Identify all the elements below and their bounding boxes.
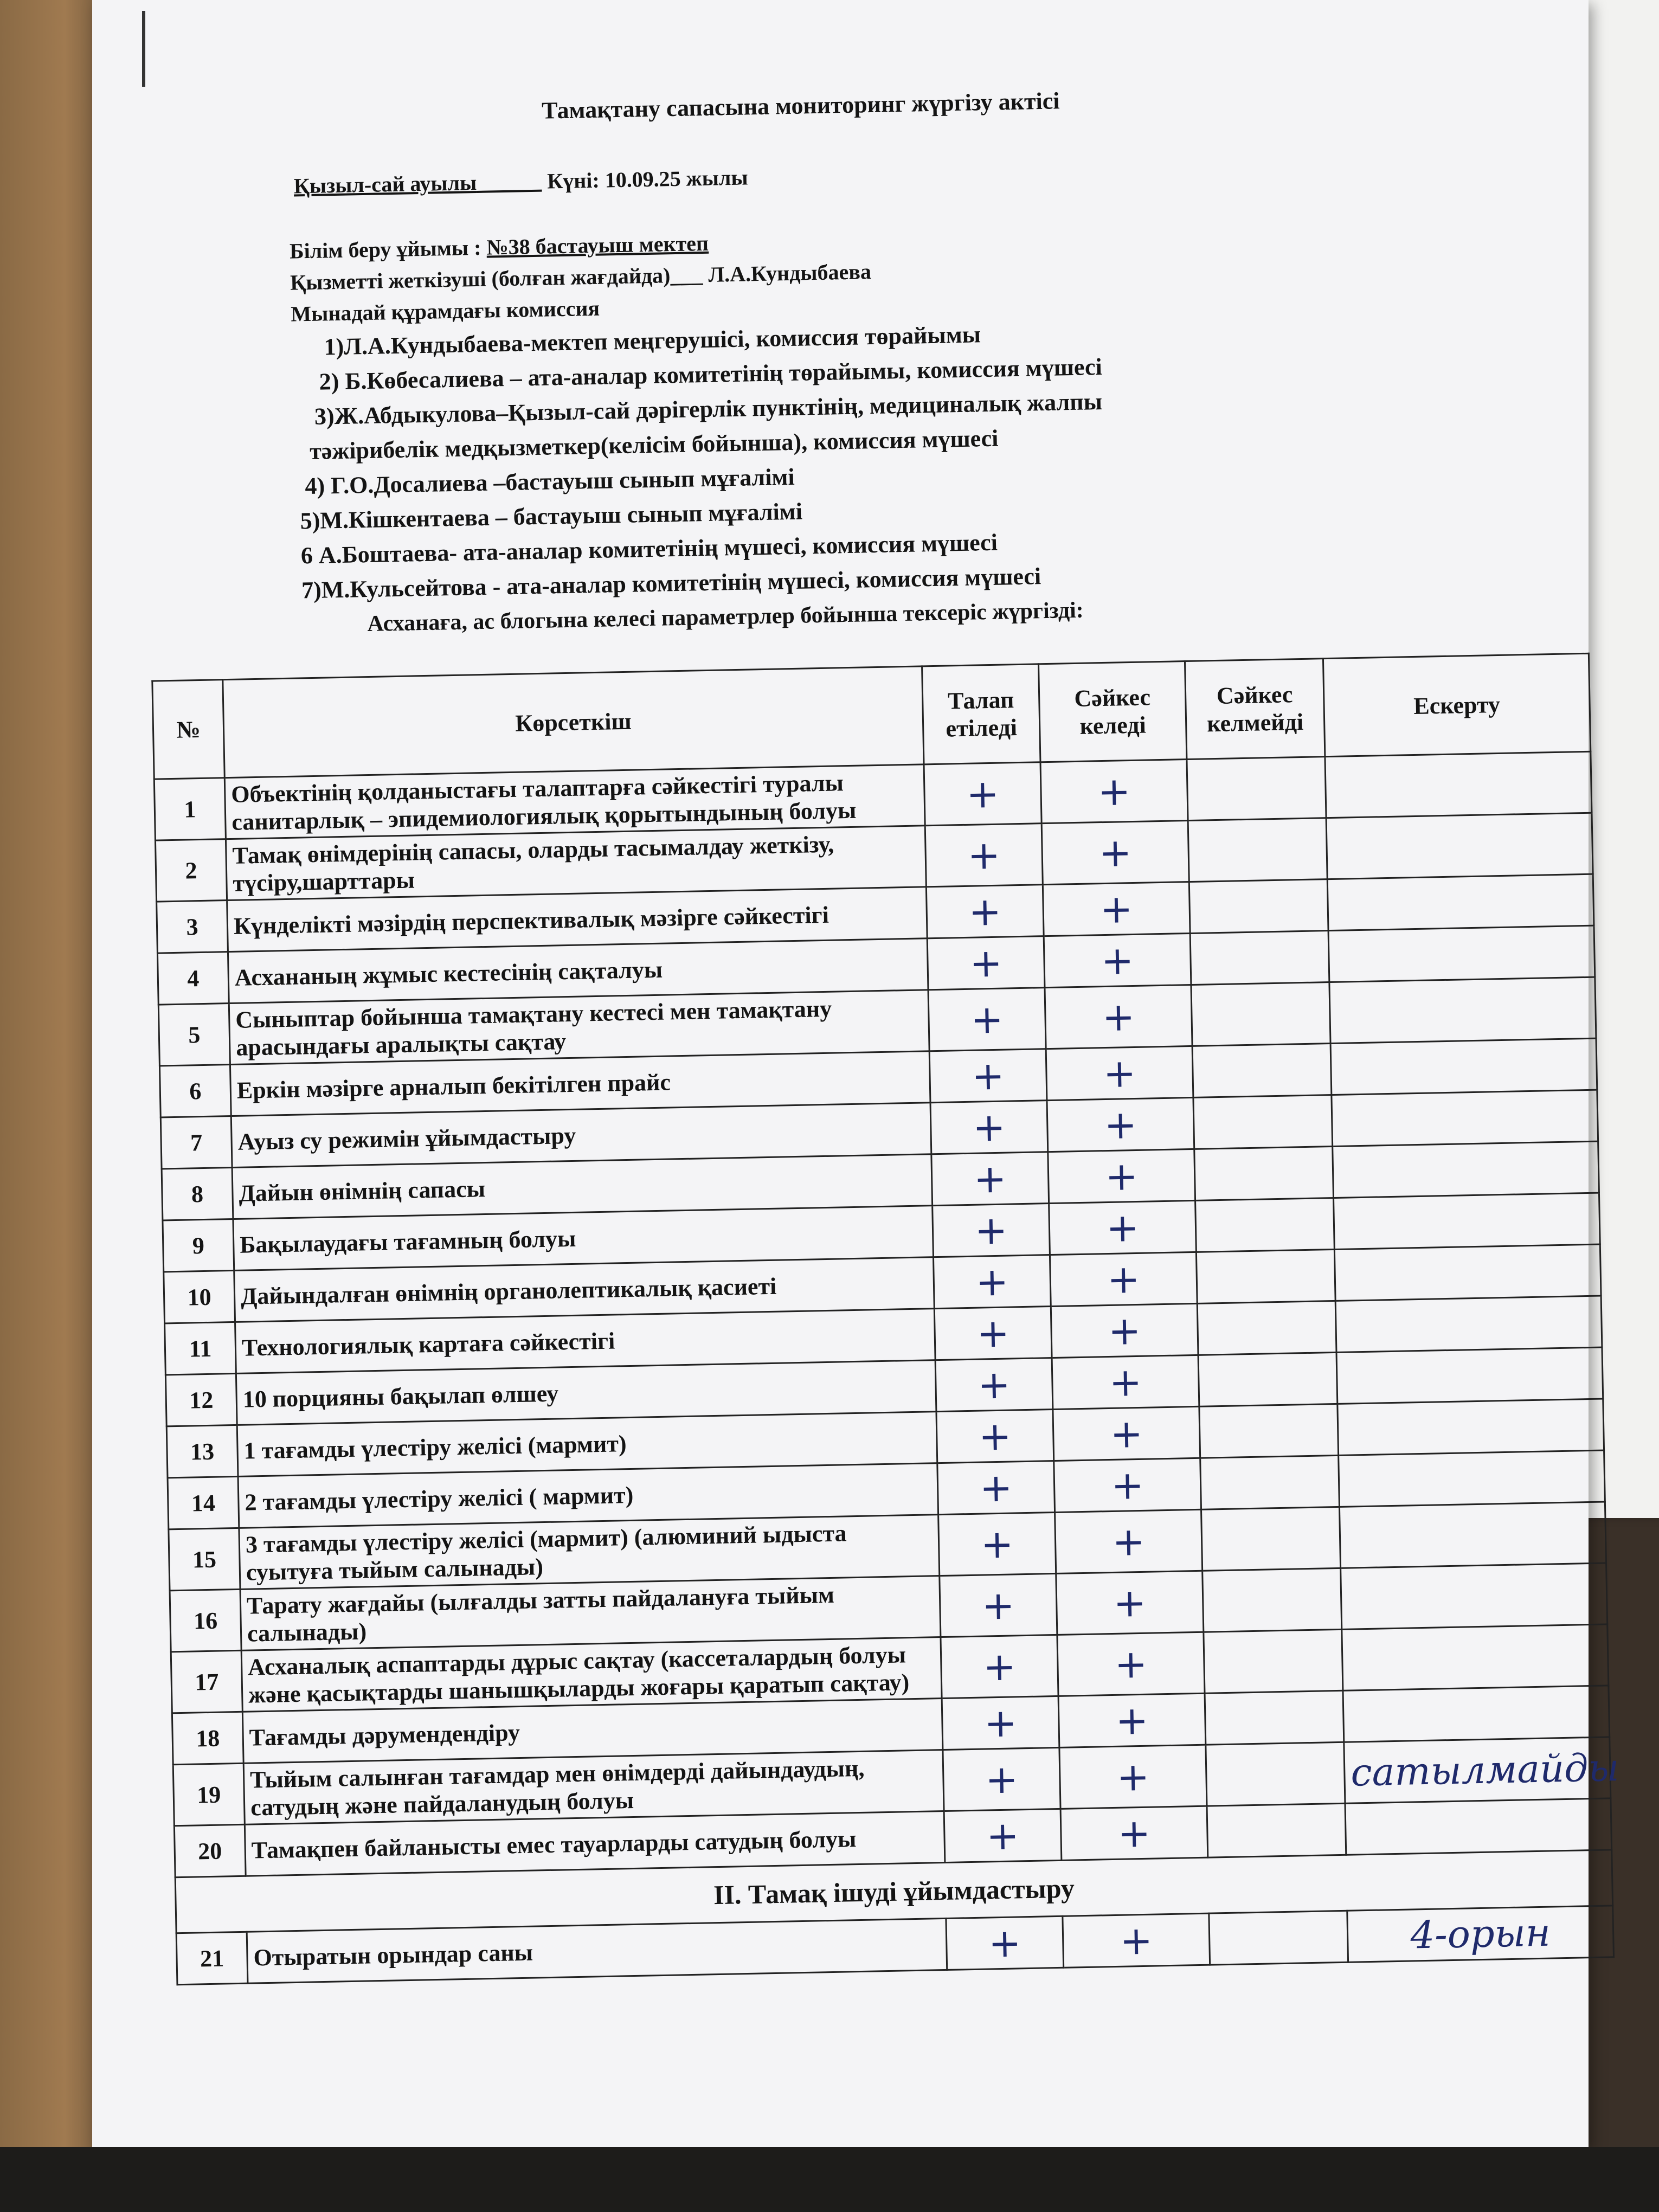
row-required-mark: + xyxy=(937,1461,1055,1514)
row-noncompliant-mark xyxy=(1199,1404,1339,1458)
col-required-header: Талап етіледі xyxy=(922,664,1040,764)
row-compliant-mark: + xyxy=(1056,1571,1204,1635)
row-number: 3 xyxy=(157,901,228,953)
row-compliant-mark: + xyxy=(1052,1355,1199,1409)
row-number: 6 xyxy=(159,1065,231,1117)
row-note xyxy=(1334,1193,1600,1249)
member-2: 2) Б.Көбесалиева – ата-аналар комитетінің төрайымы, комиссия мүшесі xyxy=(319,353,1103,395)
row-indicator: Тамақпен байланысты емес тауарларды сатудың болуы xyxy=(245,1811,945,1876)
row-required-mark: + xyxy=(924,762,1041,826)
member-6: 6 А.Боштаева- ата-аналар комитетінің мүшесі, комиссия мүшесі xyxy=(300,529,998,569)
row-compliant-mark: + xyxy=(1050,1252,1197,1306)
row-indicator: 3 тағамды үлестіру желісі (мармит) (алюминий ыдыста суытуға тыйым салынады) xyxy=(239,1515,940,1590)
row-noncompliant-mark xyxy=(1204,1629,1343,1693)
document-title: Тамақтану сапасына мониторинг жүргізу актісі xyxy=(541,87,1060,124)
member-7: 7)М.Кульсейтова - ата-аналар комитетінің мүшесі, комиссия мүшесі xyxy=(301,563,1041,604)
row-required-mark: + xyxy=(926,885,1044,938)
row-required-mark: + xyxy=(933,1204,1050,1257)
member-5: 5)М.Кішкентаева – бастауыш сынып мұғалімі xyxy=(300,498,803,535)
row-noncompliant-mark xyxy=(1187,757,1326,821)
row-indicator: Отыратын орындар саны xyxy=(247,1918,947,1983)
row-indicator: 1 тағамды үлестіру желісі (мармит) xyxy=(237,1412,937,1477)
row-indicator: Ауыз су режимін ұйымдастыру xyxy=(231,1103,931,1168)
provider-label: Қызметті жеткізуші (болған жағдайда)___ xyxy=(290,262,703,295)
org-label: Білім беру ұйымы : xyxy=(289,235,481,263)
row-number: 20 xyxy=(174,1824,246,1877)
row-note xyxy=(1332,1090,1598,1146)
row-compliant-mark: + xyxy=(1057,1632,1205,1696)
row-noncompliant-mark xyxy=(1205,1690,1344,1745)
row-noncompliant-mark xyxy=(1206,1742,1345,1806)
row-note xyxy=(1341,1563,1607,1629)
row-required-mark: + xyxy=(944,1809,1062,1862)
row-compliant-mark: + xyxy=(1048,1149,1195,1203)
row-noncompliant-mark xyxy=(1201,1507,1341,1571)
row-compliant-mark: + xyxy=(1051,1303,1198,1358)
row-compliant-mark: + xyxy=(1055,1509,1203,1573)
row-number: 5 xyxy=(158,1004,230,1066)
row-required-mark: + xyxy=(946,1916,1064,1970)
row-compliant-mark: + xyxy=(1041,821,1189,885)
col-noncompliant-header: Сәйкес келмейді xyxy=(1185,659,1324,760)
col-note-header: Ескерту xyxy=(1323,653,1590,756)
inspection-intro: Асханаға, ас блогына келесі параметрлер бойынша тексеріс жүргізді: xyxy=(366,597,1084,637)
row-noncompliant-mark xyxy=(1196,1249,1335,1303)
row-number: 9 xyxy=(163,1219,234,1271)
row-required-mark: + xyxy=(943,1747,1060,1811)
row-note: сатылмайды xyxy=(1344,1737,1611,1803)
document-page xyxy=(92,0,1620,2147)
row-noncompliant-mark xyxy=(1191,982,1330,1046)
row-note xyxy=(1345,1798,1612,1855)
row-note xyxy=(1339,1450,1605,1507)
row-indicator: Объектінің қолданыстағы талаптарға сәйкестігі туралы санитарлық – эпидемиологиялық қорытындының болуы xyxy=(224,764,925,839)
row-required-mark: + xyxy=(928,988,1046,1051)
row-indicator: Тарату жағдайы (ылғалды затты пайдалануға тыйым салынады) xyxy=(240,1576,941,1651)
row-number: 14 xyxy=(168,1476,239,1529)
row-indicator: 2 тағамды үлестіру желісі ( мармит) xyxy=(238,1463,938,1528)
row-indicator: 10 порцияны бақылап өлшеу xyxy=(236,1360,936,1425)
row-required-mark: + xyxy=(933,1255,1051,1309)
row-indicator: Сыныптар бойынша тамақтану кестесі мен тамақтану арасындағы аралықты сақтау xyxy=(229,990,929,1065)
col-number-header: № xyxy=(152,680,224,779)
row-number: 4 xyxy=(157,952,229,1005)
row-number: 17 xyxy=(171,1650,242,1713)
row-compliant-mark: + xyxy=(1058,1693,1206,1747)
provider-line xyxy=(290,259,872,295)
row-note xyxy=(1333,1141,1599,1198)
row-indicator: Бақылаудағы тағамның болуы xyxy=(233,1206,934,1271)
desk-bottom xyxy=(0,2147,1659,2212)
row-number: 21 xyxy=(176,1932,248,1984)
row-required-mark: + xyxy=(942,1696,1059,1750)
section-2-title: II. Тамақ ішуді ұйымдастыру xyxy=(175,1850,1612,1933)
row-required-mark: + xyxy=(938,1512,1056,1576)
row-indicator: Асханалық аспаптарды дұрыс сақтау (кассеталардың болуы және қасықтарды шанышқыларды жоғары қаратып сақтау) xyxy=(241,1637,942,1712)
row-noncompliant-mark xyxy=(1207,1803,1346,1857)
row-compliant-mark: + xyxy=(1053,1406,1200,1461)
row-note xyxy=(1339,1502,1606,1568)
table-body xyxy=(154,751,1620,1984)
row-indicator: Күнделікті мәзірдің перспективалық мәзірге сәйкестігі xyxy=(227,887,928,952)
row-number: 12 xyxy=(165,1373,237,1426)
member-3-cont: тәжірибелік медқызметкер(келісім бойынша), комиссия мүшесі xyxy=(309,425,999,465)
row-note xyxy=(1330,1038,1597,1095)
document-content xyxy=(74,0,1620,2161)
row-required-mark: + xyxy=(925,824,1043,887)
row-noncompliant-mark xyxy=(1195,1198,1335,1252)
row-indicator: Еркін мәзірге арналып бекітілген прайс xyxy=(230,1051,930,1116)
row-required-mark: + xyxy=(935,1358,1053,1412)
row-note xyxy=(1328,925,1595,982)
village: Қызыл-сай ауылы xyxy=(293,170,477,198)
row-number: 8 xyxy=(162,1167,233,1220)
row-compliant-mark: + xyxy=(1047,1097,1194,1152)
row-required-mark: + xyxy=(931,1152,1049,1206)
row-note xyxy=(1325,751,1592,818)
row-compliant-mark: + xyxy=(1054,1458,1201,1512)
row-note xyxy=(1335,1296,1602,1352)
row-required-mark: + xyxy=(929,1049,1047,1103)
village-line xyxy=(293,164,748,198)
row-compliant-mark: + xyxy=(1059,1745,1207,1809)
row-number: 19 xyxy=(173,1763,245,1825)
row-indicator: Дайындалған өнімнің органолептикалық қасиеті xyxy=(234,1257,935,1322)
row-noncompliant-mark xyxy=(1192,1044,1332,1098)
row-noncompliant-mark xyxy=(1198,1352,1338,1406)
row-noncompliant-mark xyxy=(1197,1301,1336,1355)
row-number: 7 xyxy=(160,1116,232,1169)
commission-intro: Мынадай құрамдағы комиссия xyxy=(290,295,600,326)
row-noncompliant-mark xyxy=(1203,1568,1342,1632)
row-required-mark: + xyxy=(940,1573,1057,1637)
row-compliant-mark: + xyxy=(1043,882,1190,936)
col-indicator-header: Көрсеткіш xyxy=(223,666,924,778)
row-noncompliant-mark xyxy=(1194,1147,1334,1201)
row-noncompliant-mark xyxy=(1188,818,1327,882)
row-note: 4-орын xyxy=(1347,1906,1614,1962)
row-number: 2 xyxy=(155,839,227,902)
row-compliant-mark: + xyxy=(1063,1913,1210,1967)
row-noncompliant-mark xyxy=(1190,931,1329,985)
provider-value: Л.А.Кундыбаева xyxy=(708,259,872,287)
row-noncompliant-mark xyxy=(1200,1455,1340,1509)
member-3: 3)Ж.Абдыкулова–Қызыл-сай дәрігерлік пунктінің, медициналық жалпы xyxy=(314,388,1103,430)
row-number: 15 xyxy=(169,1528,240,1590)
row-note xyxy=(1329,977,1596,1043)
row-compliant-mark: + xyxy=(1040,760,1188,824)
row-required-mark: + xyxy=(927,936,1045,990)
row-note xyxy=(1327,874,1594,930)
org-value: №38 бастауыш мектеп xyxy=(486,230,709,260)
row-indicator: Асхананың жұмыс кестесінің сақталуы xyxy=(228,938,928,1004)
member-4: 4) Г.О.Досалиева –бастауыш сынып мұғалімі xyxy=(305,463,795,500)
row-indicator: Дайын өнімнің сапасы xyxy=(232,1154,933,1219)
row-indicator: Тағамды дәрумендендіру xyxy=(242,1699,943,1764)
org-line xyxy=(290,230,709,264)
row-required-mark: + xyxy=(930,1101,1048,1154)
row-compliant-mark: + xyxy=(1045,985,1192,1049)
row-required-mark: + xyxy=(934,1307,1052,1360)
inspection-table xyxy=(151,653,1620,1985)
row-noncompliant-mark xyxy=(1189,879,1328,934)
row-required-mark: + xyxy=(936,1410,1054,1463)
row-required-mark: + xyxy=(941,1635,1058,1698)
row-note xyxy=(1326,813,1593,879)
row-note xyxy=(1338,1399,1604,1455)
row-noncompliant-mark xyxy=(1209,1911,1348,1965)
row-number: 13 xyxy=(166,1425,238,1477)
row-note xyxy=(1336,1347,1603,1404)
row-compliant-mark: + xyxy=(1044,933,1191,987)
row-noncompliant-mark xyxy=(1193,1095,1333,1149)
row-number: 10 xyxy=(164,1270,235,1323)
row-note xyxy=(1342,1624,1609,1690)
row-indicator: Технологиялық картаға сәйкестігі xyxy=(235,1309,936,1374)
member-1: 1)Л.А.Кундыбаева-мектеп меңгерушісі, комиссия төрайымы xyxy=(324,321,981,361)
row-compliant-mark: + xyxy=(1046,1046,1193,1100)
row-indicator: Тыйым салынған тағамдар мен өнімдерді дайындаудың, сатудың және пайдаланудың болуы xyxy=(243,1750,944,1825)
row-number: 11 xyxy=(165,1322,236,1374)
row-note xyxy=(1334,1244,1601,1301)
row-indicator: Тамақ өнімдерінің сапасы, оларды тасымалдау жеткізу, түсіру,шарттары xyxy=(226,826,926,901)
row-number: 18 xyxy=(172,1712,243,1764)
row-compliant-mark: + xyxy=(1049,1200,1197,1255)
row-note xyxy=(1343,1686,1610,1742)
col-compliant-header: Сәйкес келеді xyxy=(1039,661,1187,762)
row-compliant-mark: + xyxy=(1060,1806,1208,1860)
row-number: 16 xyxy=(170,1589,241,1651)
date: Күні: 10.09.25 жылы xyxy=(546,165,748,194)
row-number: 1 xyxy=(154,778,226,840)
